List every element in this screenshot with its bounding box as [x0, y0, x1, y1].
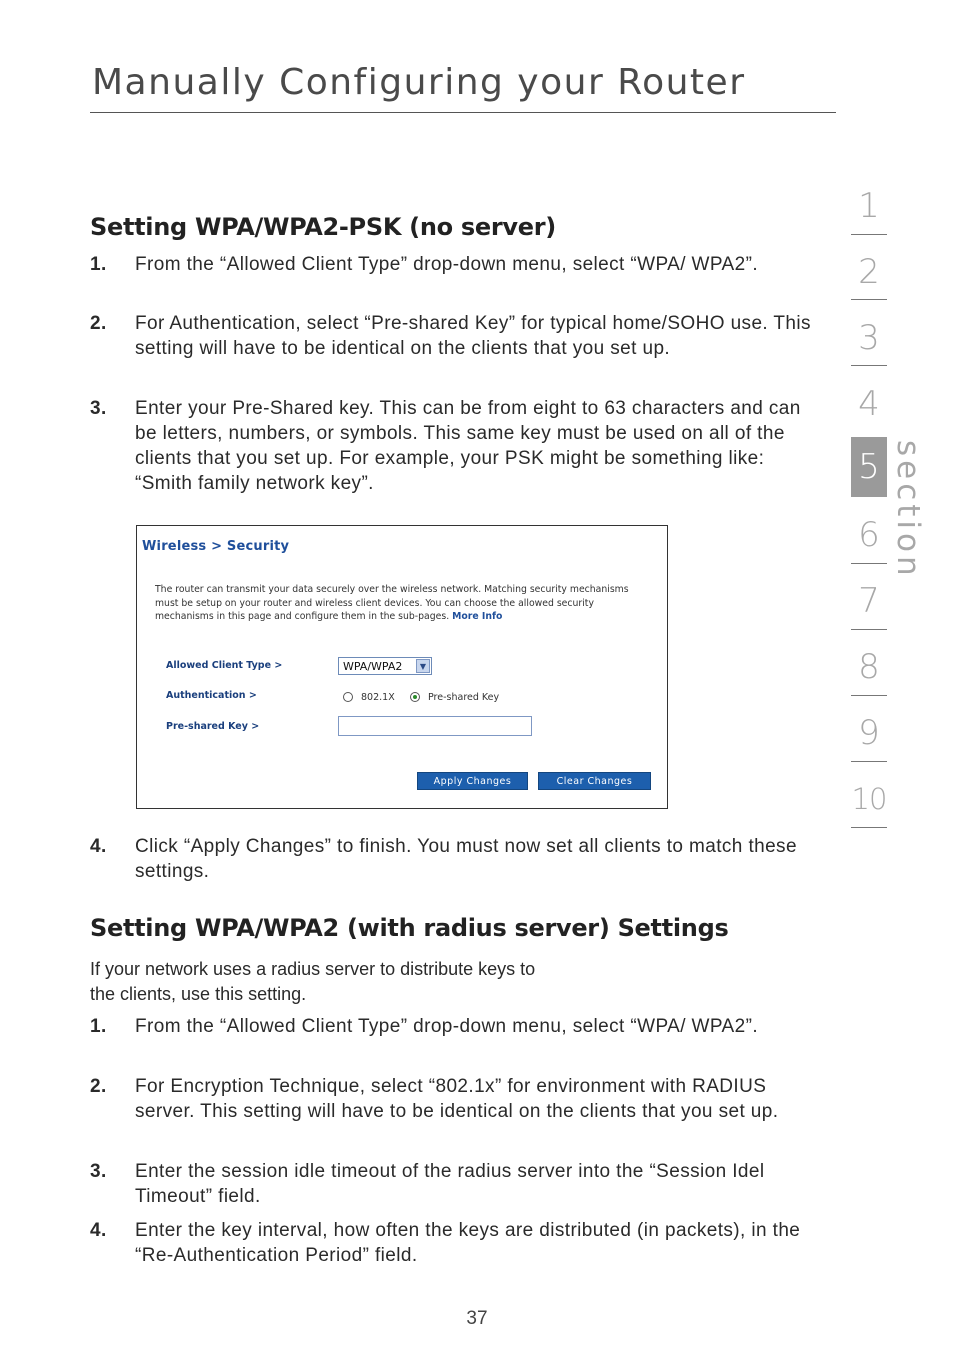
radio-802-1x-label: 802.1X [361, 692, 395, 703]
section-nav-item-2[interactable]: 2 [858, 252, 880, 292]
step-number: 4. [90, 1220, 107, 1241]
section-nav-item-1[interactable]: 1 [858, 186, 880, 226]
section-nav-item-6[interactable]: 6 [858, 515, 880, 555]
section-nav-divider [851, 563, 887, 564]
step-text: Enter your Pre-Shared key. This can be from eight to 63 characters and can be letters, numbers, or symbols. This same key must be used on all of the clients that you set up. For example, your PSK might be something like: “Smith family network key”. [135, 398, 801, 494]
step-number: 1. [90, 1016, 107, 1037]
security-description-text: The router can transmit your data securely over the wireless network. Matching security mechanisms must be setup on your router and wireless client devices. You can choose the allowed security mechanisms in this page and configure them in the sub-pages. [155, 584, 629, 622]
allowed-client-type-label: Allowed Client Type > [166, 660, 283, 671]
section-nav-divider [851, 695, 887, 696]
allowed-client-type-select[interactable] [338, 657, 432, 675]
section-nav-divider [851, 761, 887, 762]
step-text: Enter the key interval, how often the keys are distributed (in packets), in the “Re-Authentication Period” field. [135, 1220, 801, 1266]
router-security-screenshot [136, 525, 668, 809]
section-nav-item-9[interactable]: 9 [858, 713, 880, 753]
section-nav-divider [851, 365, 887, 366]
clear-changes-button[interactable]: Clear Changes [538, 772, 651, 790]
step-text: Click “Apply Changes” to finish. You must now set all clients to match these settings. [135, 836, 797, 882]
step-number: 2. [90, 1076, 107, 1097]
step-number: 2. [90, 313, 107, 334]
page-number: 37 [466, 1308, 488, 1329]
page-title: Manually Configuring your Router [92, 62, 746, 103]
radio-pre-shared-key[interactable] [410, 692, 420, 702]
section-nav-item-5-active[interactable]: 5 [851, 437, 887, 497]
step-text: For Authentication, select “Pre-shared Key” for typical home/SOHO use. This setting will have to be identical on the clients that you set up. [135, 313, 811, 359]
section-nav-item-3[interactable]: 3 [858, 318, 880, 358]
step-number: 4. [90, 836, 107, 857]
breadcrumb: Wireless > Security [142, 539, 290, 554]
allowed-client-type-value: WPA/WPA2 [343, 660, 403, 673]
radio-802-1x[interactable] [343, 692, 353, 702]
section-heading-radius: Setting WPA/WPA2 (with radius server) Settings [90, 914, 729, 942]
authentication-label: Authentication > [166, 690, 257, 701]
section-nav-divider [851, 234, 887, 235]
section-nav-item-10[interactable]: 10 [851, 782, 887, 816]
step-text: Enter the session idle timeout of the radius server into the “Session Idel Timeout” field. [135, 1161, 765, 1207]
pre-shared-key-label: Pre-shared Key > [166, 721, 260, 732]
title-divider [90, 112, 836, 113]
radio-pre-shared-key-label: Pre-shared Key [428, 692, 500, 703]
section-nav-divider [851, 629, 887, 630]
step-text: From the “Allowed Client Type” drop-down menu, select “WPA/ WPA2”. [135, 254, 758, 275]
section-nav-divider [851, 299, 887, 300]
security-description [155, 583, 645, 624]
step-number: 3. [90, 1161, 107, 1182]
step-number: 1. [90, 254, 107, 275]
section-nav-item-8[interactable]: 8 [858, 647, 880, 687]
section-nav-divider [851, 827, 887, 828]
step-text: From the “Allowed Client Type” drop-down menu, select “WPA/ WPA2”. [135, 1016, 758, 1037]
apply-changes-button[interactable]: Apply Changes [417, 772, 528, 790]
section-nav-item-4[interactable]: 4 [858, 384, 880, 424]
section-heading-psk: Setting WPA/WPA2-PSK (no server) [90, 213, 556, 241]
pre-shared-key-input[interactable] [338, 716, 532, 736]
chevron-down-icon[interactable]: ▼ [416, 659, 430, 673]
section-nav-item-7[interactable]: 7 [858, 581, 880, 621]
more-info-link[interactable]: More Info [452, 611, 503, 622]
radius-intro: If your network uses a radius server to distribute keys to the clients, use this setting. [90, 959, 536, 1004]
step-text: For Encryption Technique, select “802.1x” for environment with RADIUS server. This setting will have to be identical on the clients that you set up. [135, 1076, 779, 1122]
step-number: 3. [90, 398, 107, 419]
section-label: section [890, 440, 926, 580]
